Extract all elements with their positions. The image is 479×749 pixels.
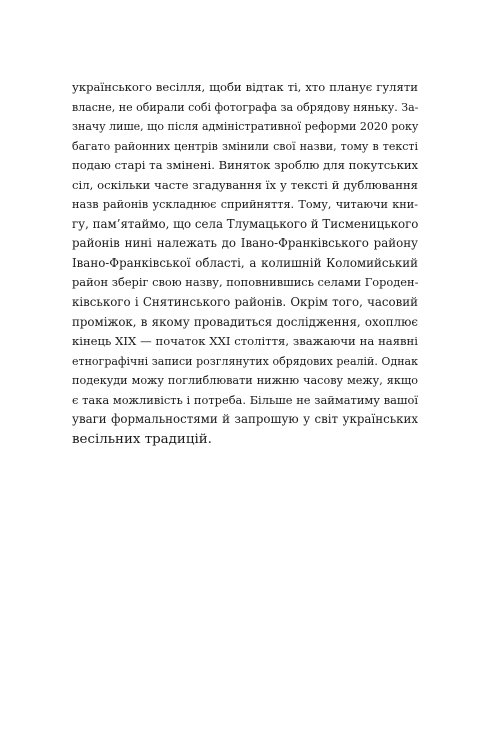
text-line: районів нині належать до Івано-Франківського району	[72, 236, 418, 251]
text-line: подекуди можу поглиблювати нижню часову межу, якщо	[72, 374, 418, 388]
text-line: українського весілля, щоби відтак ті, хто планує гуляти	[72, 80, 418, 94]
text-line: подаю старі та змінені. Виняток зроблю для покутських	[72, 158, 419, 173]
text-line: сіл, оскільки часте згадування їх у тексті й дублювання	[72, 177, 418, 192]
text-line: район зберіг свою назву, поповнившись селами Городен-	[72, 275, 419, 290]
text-line: назв районів ускладнює сприйняття. Тому, читаючи кни-	[72, 198, 418, 212]
text-line: багато районних центрів змінили свої назви, тому в тексті	[72, 139, 418, 153]
text-line: є така можливість і потреба. Більше не займатиму вашої	[72, 392, 418, 407]
text-line: гу, пам’ятаймо, що села Тлумацького й Тисменицького	[72, 216, 419, 231]
text-line: проміжок, в якому провадиться дослідження, охоплює	[72, 314, 418, 329]
text-line: власне, не обирали собі фотографа за обрядову няньку. За-	[72, 100, 419, 114]
body-paragraph	[72, 78, 418, 449]
text-line: значу лише, що після адміністративної реформи 2020 року	[72, 120, 419, 134]
text-line: Івано-Франківської області, а колишній Коломийський	[72, 255, 418, 270]
text-line: ківського і Снятинського районів. Окрім того, часовий	[72, 295, 418, 310]
text-line: весільних традицій.	[72, 431, 212, 447]
text-line: кінець XIX — початок XXI століття, зважаючи на наявні	[72, 334, 418, 349]
text-line: уваги формальностями й запрошую у світ українських	[72, 412, 418, 427]
text-line: етнографічні записи розглянутих обрядових реалій. Однак	[72, 354, 418, 368]
